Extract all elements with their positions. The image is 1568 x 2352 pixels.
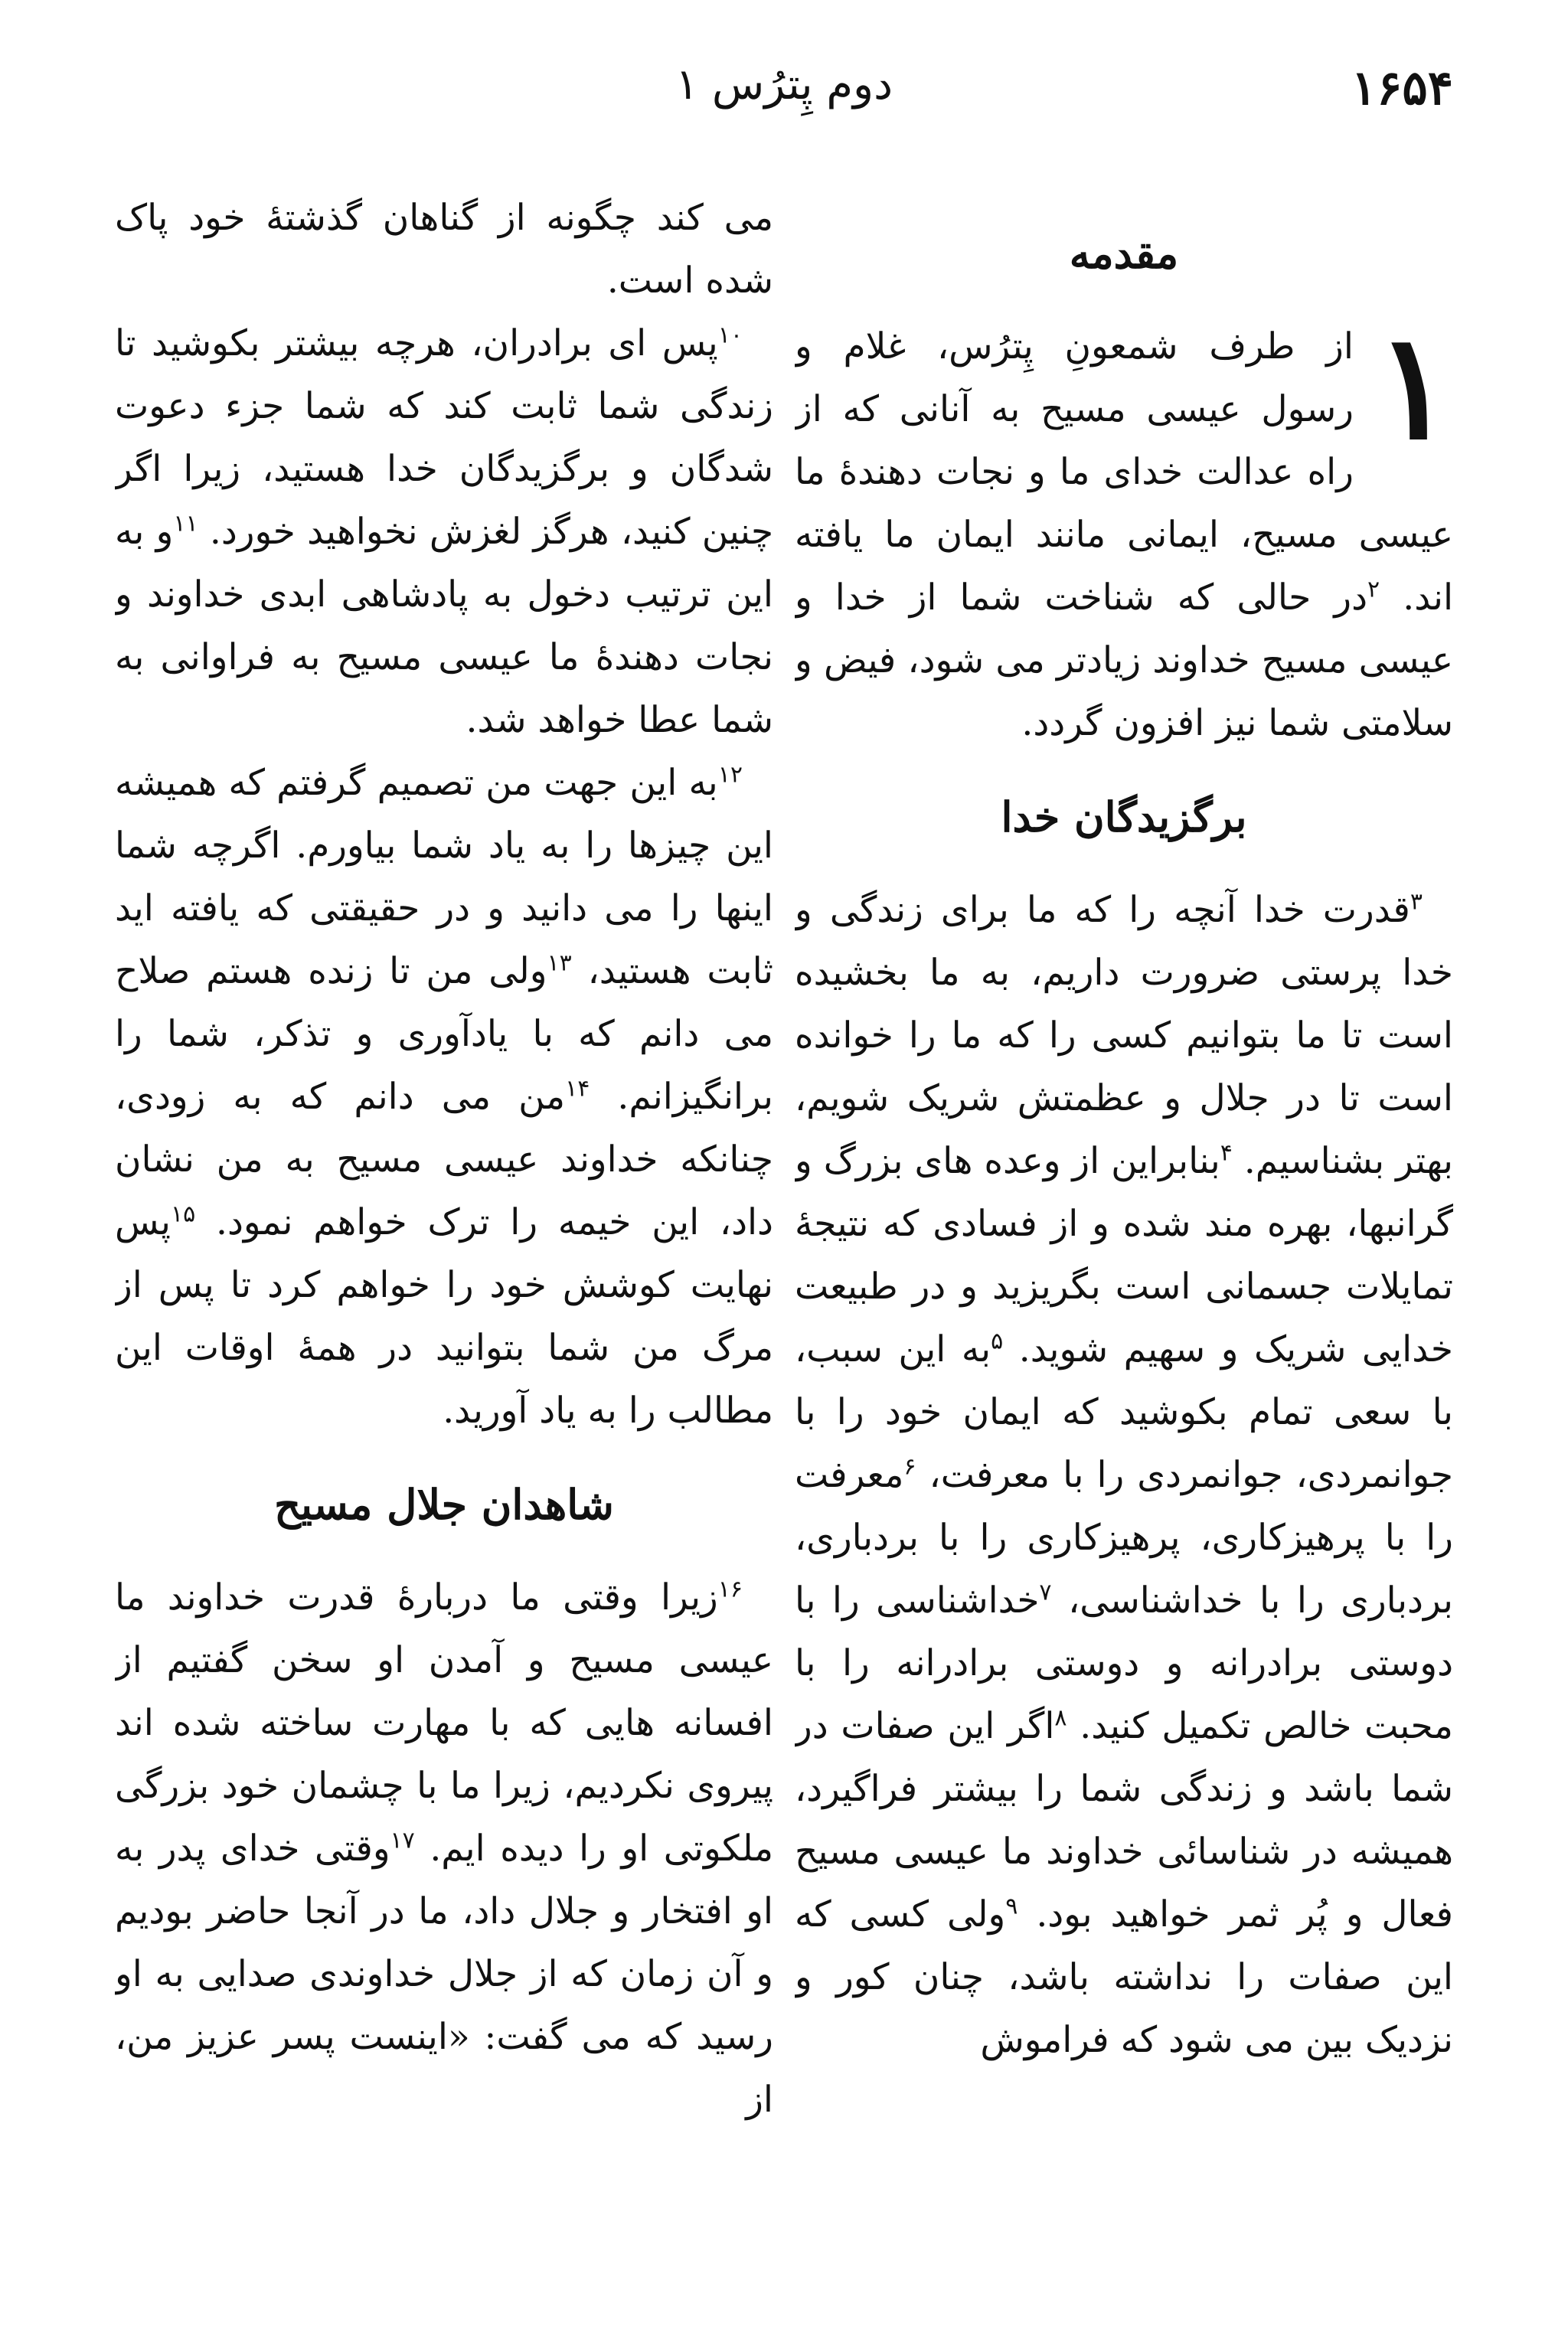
left-column [115,187,773,2260]
verse-number-3: ۳ [1410,888,1423,916]
verse-5-text: به این سبب، با سعی تمام بکوشید که ایمان خود را با جوانمردی، جوانمردی را با معرفت، [795,1328,1453,1496]
paragraph-verses-10-11 [115,312,773,752]
book-chapter-title: دوم پِترُس ۱ [675,60,893,109]
continuation-paragraph [115,187,773,312]
verse-12-text: به این جهت من تصمیم گرفتم که همیشه این چیزها را به یاد شما بیاورم. اگرچه شما اینها را می دانید و در حقیقتی که یافته اید ثابت هستید، [115,762,773,992]
paragraph-verses-12-15 [115,752,773,1442]
verse-number-13: ۱۳ [547,949,572,977]
verse-4-text: بنابراین از وعده های بزرگ و گرانبها، بهره مند شده و از فسادی که نتیجهٔ تمایلات جسمانی است بگریزید و در طبیعت خدایی شریک و سهیم شوید. [795,1140,1453,1370]
verse-16-text: زیرا وقتی ما دربارهٔ قدرت خداوند ما عیسی مسیح و آمدن او سخن گفتیم از افسانه هایی که با مهارت ساخته شده اند پیروی نکردیم، زیرا ما با چشمان خود بزرگی ملکوتی او را دیده ایم. [115,1576,773,1870]
verse-6-text: معرفت را با پرهیزکاری، پرهیزکاری را با بردباری، بردباری را با خداشناسی، [795,1454,1453,1622]
verse-8-text: اگر این صفات در شما باشد و زندگی شما را بیشتر فراگیرد، همیشه در شناسائی خداوند ما عیسی مسیح فعال و پُر ثمر خواهید بود. [795,1705,1453,1936]
verse-number-6: ۶ [903,1453,916,1481]
verse-2-text: در حالی که شناخت شما از خدا و عیسی مسیح خداوند زیادتر می شود، فیض و سلامتی شما نیز افزون گردد. [795,577,1453,744]
verse-10-text: پس ای برادران، هرچه بیشتر بکوشید تا زندگی شما ثابت کند که شما جزء دعوت شدگان و برگزیدگان خدا هستید، زیرا اگر چنین کنید، هرگز لغزش نخواهید خورد. [115,322,773,553]
paragraph-verses-3-9 [795,879,1453,2072]
verse-11-text: و به این ترتیب دخول به پادشاهی ابدی خداوند و نجات دهندهٔ ما عیسی مسیح به فراوانی به شما عطا خواهد شد. [115,511,773,741]
verse-number-14: ۱۴ [565,1075,590,1102]
intro-text: از طرف شمعونِ پِترُس، غلام و رسول عیسی مسیح به آنانی که از راه عدالت خدای ما و نجات دهندهٔ ما عیسی مسیح، ایمانی مانند ایمان ما یافته اند. [795,325,1453,619]
right-column [795,184,1453,2260]
verse-number-7: ۷ [1039,1579,1052,1606]
verse-7-text: خداشناسی را با دوستی برادرانه و دوستی برادرانه را با محبت خالص تکمیل کنید. [795,1579,1453,1747]
verse-number-8: ۸ [1054,1704,1067,1732]
verse-number-17: ۱۷ [390,1827,415,1854]
verse-15-text: پس نهایت کوشش خود را خواهم کرد تا پس از مرگ من شما بتوانید در همهٔ اوقات این مطالب را به یاد آورید. [115,1201,773,1432]
section-heading-witnesses: شاهدان جلال مسیح [274,1480,614,1529]
running-header [115,60,1453,136]
verse-number-5: ۵ [991,1328,1004,1355]
verse-number-9: ۹ [1005,1893,1018,1920]
section-heading-chosen: برگزیدگان خدا [1001,792,1247,841]
verse-9-text: ولی کسی که این صفات را نداشته باشد، چنان کور و نزدیک بین می شود که فراموش [795,1893,1453,2061]
verse-number-10: ۱۰ [717,322,743,349]
verse-number-4: ۴ [1220,1139,1233,1167]
verse-13-text: ولی من تا زنده هستم صلاح می دانم که با یادآوری و تذکر، شما را برانگیزانم. [115,950,773,1118]
chapter-number: ۱ [1374,301,1453,472]
section-heading-intro: مقدمه [1069,229,1179,278]
verse-number-16: ۱۶ [717,1576,743,1603]
verse-number-15: ۱۵ [171,1200,196,1228]
verse-3-text: قدرت خدا آنچه را که ما برای زندگی و خدا پرستی ضرورت داریم، به ما بخشیده است تا ما بتوانیم کسی را که ما را خوانده است تا در جلال و عظمتش شریک شویم، بهتر بشناسیم. [795,889,1453,1182]
verse-number-2: ۲ [1367,576,1380,603]
paragraph-verses-16-17 [115,1566,773,2132]
continuation-text: می کند چگونه از گناهان گذشتهٔ خود پاک شده است. [115,197,773,302]
verse-14-text: من می دانم که به زودی، چنانکه خداوند عیسی مسیح به من نشان داد، این خیمه را ترک خواهم نمود. [115,1076,773,1243]
verse-17-text: وقتی خدای پدر به او افتخار و جلال داد، ما در آنجا حاضر بودیم و آن زمان که از جلال خداوندی صدایی به او رسید که می گفت: «اینست پسر عزیز من، از [115,1828,773,2121]
page-number: ۱۶۵۴ [1351,60,1453,116]
verse-number-12: ۱۲ [717,761,743,789]
intro-paragraph [795,301,1453,755]
verse-number-11: ۱۱ [173,510,198,537]
